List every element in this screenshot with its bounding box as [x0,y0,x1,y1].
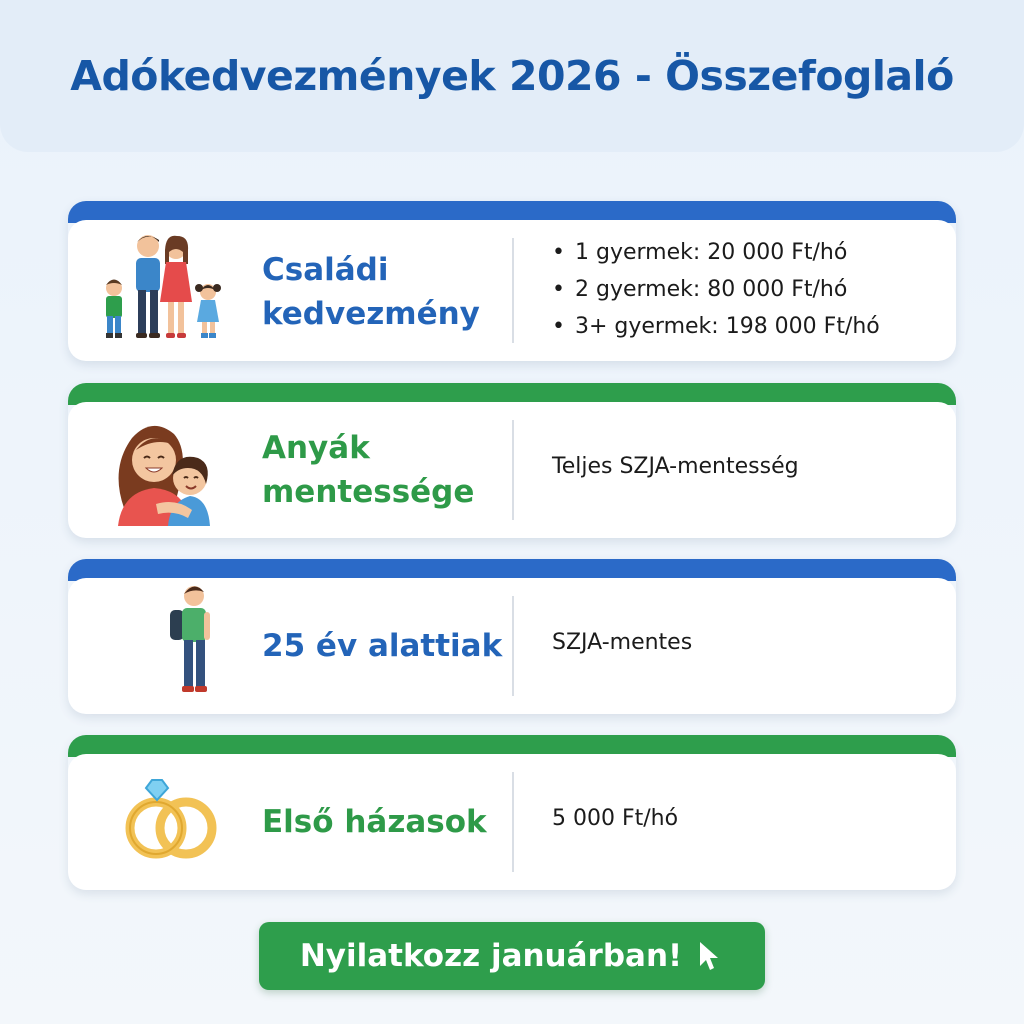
divider [512,772,514,872]
card-title: Első házasok [262,804,487,840]
divider [512,238,514,343]
header-banner [0,0,1024,152]
list-item: • 2 gyermek: 80 000 Ft/hó [552,271,880,308]
card-body [68,220,956,361]
card-title-line1: Családi [262,252,389,288]
list-item: • 1 gyermek: 20 000 Ft/hó [552,234,880,271]
young-person-icon [96,582,236,702]
cta-label: Nyilatkozz januárban! [299,938,683,974]
page-title: Adókedvezmények 2026 - Összefoglaló [70,52,954,100]
mother-child-icon [96,408,236,528]
card-title: 25 év alattiak [262,628,503,664]
list-item: • 3+ gyermek: 198 000 Ft/hó [552,308,880,345]
family-icon [96,230,236,350]
divider [512,420,514,520]
cursor-icon [696,940,724,972]
card-title-line1: Anyák [262,430,370,466]
card-body [68,402,956,538]
card-under-25 [68,559,956,714]
divider [512,596,514,696]
allowance-list [552,234,880,345]
declare-in-january-button[interactable] [259,922,765,990]
card-title [262,248,480,336]
card-mothers-exemption [68,383,956,538]
card-title-line2: mentessége [262,474,475,510]
card-body [68,754,956,890]
card-detail: SZJA-mentes [552,630,693,655]
card-detail: Teljes SZJA-mentesség [552,454,799,479]
card-title-line2: kedvezmény [262,296,480,332]
wedding-rings-icon [96,758,236,878]
card-family-allowance [68,201,956,361]
card-title [262,426,474,514]
card-detail: 5 000 Ft/hó [552,806,679,831]
card-body [68,578,956,714]
card-detail [552,234,880,345]
card-first-marriage [68,735,956,890]
